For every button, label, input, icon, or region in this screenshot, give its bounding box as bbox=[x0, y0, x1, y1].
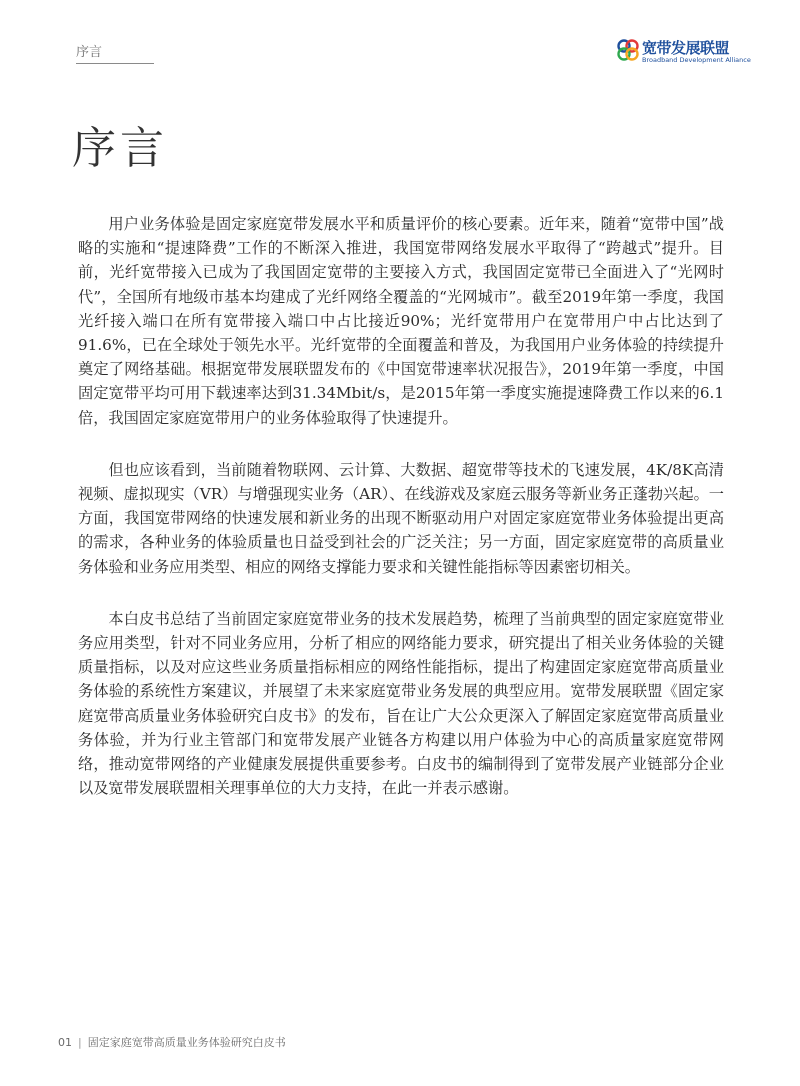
page-title: 序言 bbox=[72, 123, 168, 174]
preface-body bbox=[78, 212, 724, 828]
footer-separator: | bbox=[78, 1036, 82, 1049]
page-number: 01 bbox=[58, 1036, 72, 1049]
paragraph-3: 本白皮书总结了当前固定家庭宽带业务的技术发展趋势，梳理了当前典型的固定家庭宽带业务应用类型，针对不同业务应用，分析了相应的网络能力要求，研究提出了相关业务体验的关键质量指标，以及对应这些业务质量指标相应的网络性能指标，提出了构建固定家庭宽带高质量业务体验的系统性方案建议，并展望了未来家庭宽带业务发展的典型应用。宽带发展联盟《固定家庭宽带高质量业务体验研究白皮书》的发布，旨在让广大公众更深入了解固定家庭宽带高质量业务体验，并为行业主管部门和宽带发展产业链各方构建以用户体验为中心的高质量家庭宽带网络，推动宽带网络的产业健康发展提供重要参考。白皮书的编制得到了宽带发展产业链部分企业以及宽带发展联盟相关理事单位的大力支持，在此一并表示感谢。 bbox=[78, 609, 724, 798]
paragraph-1: 用户业务体验是固定家庭宽带发展水平和质量评价的核心要素。近年来，随着“宽带中国”战略的实施和“提速降费”工作的不断深入推进，我国宽带网络发展水平取得了“跨越式”提升。目前，光纤宽带接入已成为了我国固定宽带的主要接入方式，我国固定宽带已全面进入了“光网时代”，全国所有地级市基本均建成了光纤网络全覆盖的“光网城市”。截至2019年第一季度，我国光纤接入端口在所有宽带接入端口中占比接近90%；光纤宽带用户在宽带用户中占比达到了91.6%，已在全球处于领先水平。光纤宽带的全面覆盖和普及，为我国用户业务体验的持续提升奠定了网络基础。根据宽带发展联盟发布的《中国宽带速率状况报告》，2019年第一季度，中国固定宽带平均可用下载速率达到31.34Mbit/s，是2015年第一季度实施提速降费工作以来的6.1倍，我国固定家庭宽带用户的业务体验取得了快速提升。 bbox=[78, 215, 724, 427]
page-footer bbox=[58, 1034, 286, 1050]
alliance-logo bbox=[616, 36, 751, 68]
footer-doc-title: 固定家庭宽带高质量业务体验研究白皮书 bbox=[87, 1036, 286, 1049]
paragraph-2: 但也应该看到，当前随着物联网、云计算、大数据、超宽带等技术的飞速发展，4K/8K高清视频、虚拟现实（VR）与增强现实业务（AR）、在线游戏及家庭云服务等新业务正蓬勃兴起。一方面，我国宽带网络的快速发展和新业务的出现不断驱动用户对固定家庭宽带业务体验提出更高的需求，各种业务的体验质量也日益受到社会的广泛关注；另一方面，固定家庭宽带的高质量业务体验和业务应用类型、相应的网络支撑能力要求和关键性能指标等因素密切相关。 bbox=[78, 460, 724, 576]
logo-name: 宽带发展联盟 bbox=[642, 39, 730, 57]
logo-subtitle: Broadband Development Alliance bbox=[642, 56, 751, 64]
alliance-logo-icon bbox=[616, 38, 640, 62]
header-divider bbox=[76, 63, 154, 64]
header-section-label: 序言 bbox=[76, 45, 103, 60]
